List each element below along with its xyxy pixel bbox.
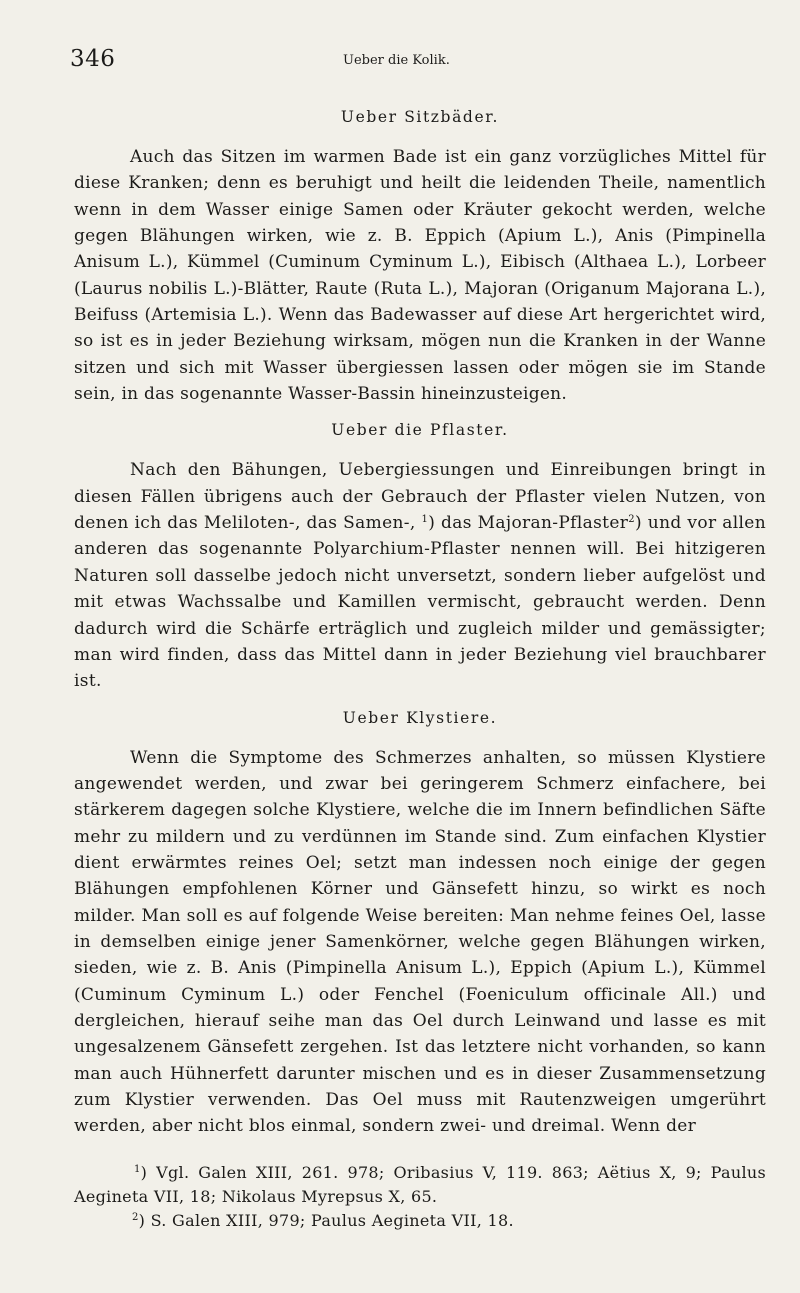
page-header bbox=[70, 46, 770, 76]
paragraph-text: ) das Majoran-Pflaster bbox=[428, 513, 629, 534]
footnote-marker: 2 bbox=[132, 1212, 139, 1223]
section-paragraph: Wenn die Symptome des Schmerzes anhalten, so müssen Klystiere angewendet werden, und zwar bei geringerem Schmerz einfachere, bei stärkerem dagegen solche Klystiere, welche die im Innern befindlichen Säfte mehr zu mildern und zu verdünnen im Stande sind. Zum einfachen Klystier dient erwärmtes reines Oel; setzt man indessen noch einige der gegen Blähungen empfohlenen Körner und Gänsefett hinzu, so wirkt es noch milder. Man soll es auf folgende Weise bereiten: Man nehme feines Oel, lasse in demselben einige jener Samenkörner, welche gegen Blähungen wirken, sieden, wie z. B. Anis (Pimpinella Anisum L.), Eppich (Apium L.), Kümmel (Cuminum Cyminum L.) oder Fenchel (Foeniculum officinale All.) und dergleichen, hierauf seihe man das Oel durch Leinwand und lasse es mit ungesalzenem Gänsefett zergehen. Ist das letztere nicht vorhanden, so kann man auch Hühnerfett darunter mischen und es in dieser Zusammensetzung zum Klystier verwenden. Das Oel muss mit Rautenzweigen umgerührt werden, aber nicht blos einmal, sondern zwei- und dreimal. Wenn der bbox=[74, 747, 766, 1137]
section-klystiere bbox=[74, 705, 766, 1140]
footnotes bbox=[74, 1161, 766, 1233]
section-heading: Ueber Klystiere. bbox=[342, 708, 498, 727]
body-text bbox=[74, 104, 766, 1140]
footnote-reference: 1 bbox=[421, 514, 429, 526]
footnote-marker: 1 bbox=[134, 1164, 141, 1175]
footnote-text: ) S. Galen XIII, 979; Paulus Aegineta VII, 18. bbox=[138, 1211, 514, 1230]
running-title: Ueber die Kolik. bbox=[343, 53, 450, 68]
footnote bbox=[74, 1209, 766, 1233]
section-pflaster bbox=[74, 417, 766, 694]
footnote-reference: 2 bbox=[628, 514, 635, 526]
section-heading: Ueber die Pflaster. bbox=[331, 421, 509, 440]
section-paragraph bbox=[74, 457, 766, 694]
paragraph-text: ) und vor allen anderen das sogenannte Polyarchium-Pflaster nennen will. Bei hitzigeren Naturen soll dasselbe jedoch nicht unversetzt, sondern lieber aufgelöst und mit etwas Wachssalbe und Kamillen vermischt, gebraucht werden. Denn dadurch wird die Schärfe erträglich und zugleich milder und gemässigter; man wird finden, dass das Mittel dann in jeder Beziehung viel brauchbarer ist. bbox=[74, 513, 767, 692]
footnote bbox=[74, 1161, 766, 1209]
section-heading: Ueber Sitzbäder. bbox=[340, 108, 500, 126]
page-number: 346 bbox=[70, 46, 116, 72]
section-paragraph: Auch das Sitzen im warmen Bade ist ein ganz vorzügliches Mittel für diese Kranken; denn es beruhigt und heilt die leidenden Theile, namentlich wenn in dem Wasser einige Samen oder Kräuter gekocht werden, welche gegen Blähungen wirken, wie z. B. Eppich (Apium L.), Anis (Pimpinella Anisum L.), Kümmel (Cuminum Cyminum L.), Eibisch (Althaea L.), Lorbeer (Laurus nobilis L.)-Blätter, Raute (Ruta L.), Majoran (Origanum Majorana L.), Beifuss (Artemisia L.). Wenn das Badewasser auf diese Art hergerichtet wird, so ist es in jeder Beziehung wirksam, mögen nun die Kranken in der Wanne sitzen und sich mit Wasser übergiessen lassen oder mögen sie im Stande sein, in das sogenannte Wasser-Bassin hineinzusteigen. bbox=[74, 147, 766, 405]
footnote-text: ) Vgl. Galen XIII, 261. 978; Oribasius V, 119. 863; Aëtius X, 9; Paulus Aegineta VII, 18; Nikolaus Myrepsus X, 65. bbox=[74, 1163, 766, 1206]
paragraph-text: Nach den Bähungen, Uebergiessungen und Einreibungen bringt in diesen Fällen übrigens auch der Gebrauch der Pflaster vielen Nutzen, von denen ich das Meliloten-, das Samen-, bbox=[74, 460, 766, 534]
section-sitzbaeder bbox=[74, 104, 766, 407]
